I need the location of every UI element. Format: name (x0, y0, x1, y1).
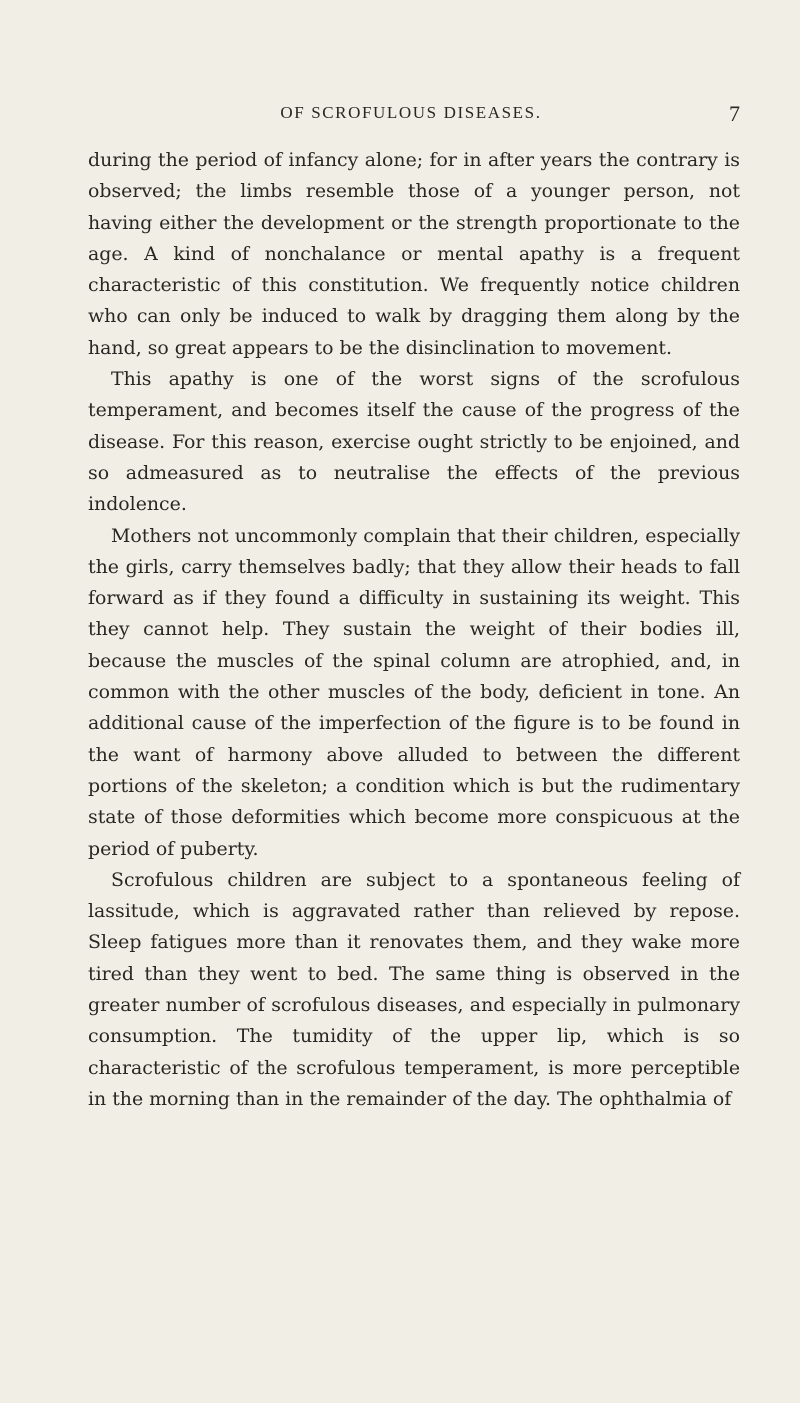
page-number: 7 (729, 101, 740, 126)
running-head-title: OF SCROFULOUS DISEASES. (280, 103, 542, 122)
paragraph-mothers: Mothers not uncommonly complain that their children, especially the girls, carry themselves badly; that they allow their heads to fall forward as if they found a difficulty in sustaining its weight. This they cannot help. They sustain the weight of their bodies ill, because the muscles of the spinal column are atrophied, and, in common with the other muscles of the body, deficient in tone. An additional cause of the imperfection of the figure is to be found in the want of harmony above alluded to between the different portions of the skeleton; a condition which is but the rudimentary state of those deformities which become more conspicuous at the period of puberty. (88, 524, 740, 860)
body-text (88, 145, 740, 1115)
paragraph-continued: during the period of infancy alone; for in after years the contrary is observed; the limbs resemble those of a younger person, not having either the development or the strength proportionate to the age. A kind of nonchalance or mental apathy is a frequent characteristic of this constitution. We frequently notice children who can only be induced to walk by dragging them along by the hand, so great appears to be the disinclination to movement. (88, 149, 740, 359)
paragraph-lassitude: Scrofulous children are subject to a spontaneous feeling of lassitude, which is aggravated rather than relieved by repose. Sleep fatigues more than it renovates them, and they wake more tired than they went to bed. The same thing is observed in the greater number of scrofulous diseases, and especially in pulmonary consumption. The tumidity of the upper lip, which is so characteristic of the scrofulous temperament, is more perceptible in the morning than in the remainder of the day. The ophthalmia of (88, 868, 740, 1110)
paragraph-apathy: This apathy is one of the worst signs of the scrofulous temperament, and becomes itself the cause of the progress of the disease. For this reason, exercise ought strictly to be enjoined, and so admeasured as to neutralise the effects of the previous indolence. (88, 368, 740, 516)
running-head (88, 103, 740, 137)
